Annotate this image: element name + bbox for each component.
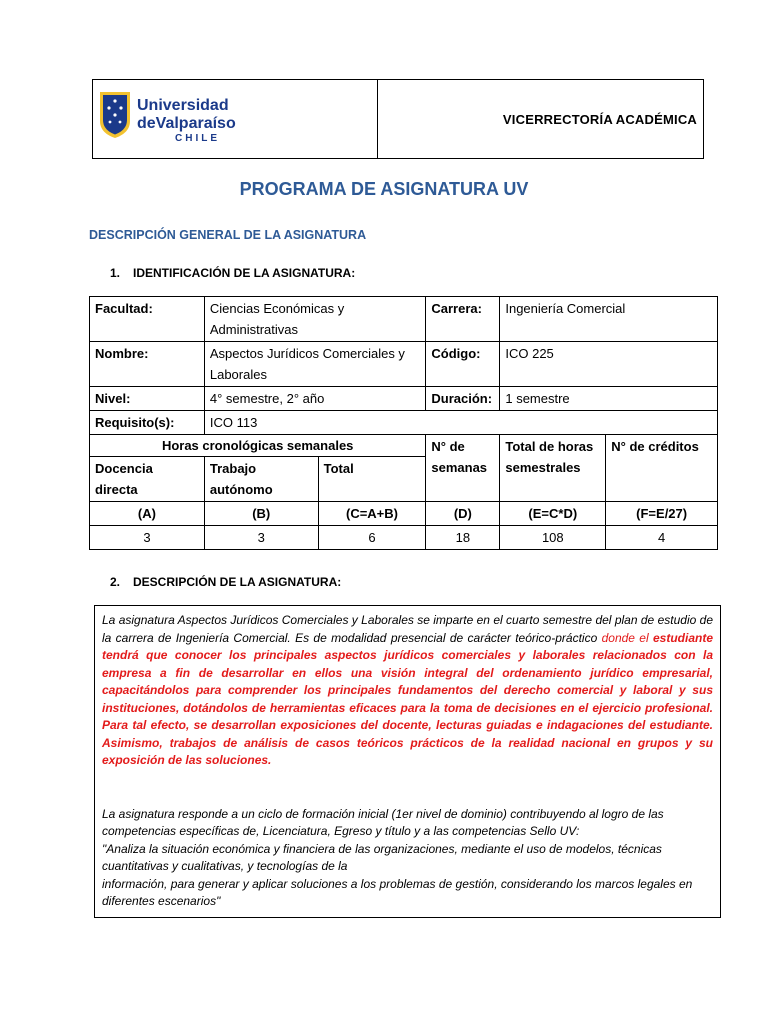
formula-cell: (E=C*D) xyxy=(500,502,606,526)
description-paragraph-2 xyxy=(102,806,713,911)
facultad-value: Ciencias Económicas y Administrativas xyxy=(204,297,426,342)
codigo-value: ICO 225 xyxy=(500,342,718,387)
nivel-value: 4° semestre, 2° año xyxy=(204,387,426,411)
duracion-value: 1 semestre xyxy=(500,387,718,411)
section-heading: DESCRIPCIÓN GENERAL DE LA ASIGNATURA xyxy=(89,228,367,242)
value-cell: 18 xyxy=(426,526,500,550)
docencia-header: Docencia directa xyxy=(90,457,205,502)
requisito-value: ICO 113 xyxy=(204,411,717,435)
formula-cell: (D) xyxy=(426,502,500,526)
section-1-number: 1. xyxy=(110,266,121,280)
table-row xyxy=(90,387,718,411)
value-cell: 108 xyxy=(500,526,606,550)
logo-line-1: Universidad xyxy=(137,97,229,114)
total-header: Total xyxy=(318,457,426,502)
description-paragraph-1 xyxy=(102,612,713,770)
formula-cell: (F=E/27) xyxy=(606,502,718,526)
nombre-label: Nombre: xyxy=(90,342,205,387)
document-header xyxy=(92,79,704,159)
section-2-title: DESCRIPCIÓN DE LA ASIGNATURA: xyxy=(133,575,342,589)
value-cell: 4 xyxy=(606,526,718,550)
description-intro: La asignatura Aspectos Jurídicos Comerciales y Laborales se imparte en el cuarto semestre del plan de estudio de la carrera de Ingeniería Comercial. Es de modalidad presencial de carácter teórico-práctico xyxy=(102,613,713,645)
table-row xyxy=(90,435,718,457)
requisito-label: Requisito(s): xyxy=(90,411,205,435)
office-cell xyxy=(378,80,703,158)
description-highlight: estudiante tendrá que conocer los principales aspectos jurídicos comerciales y laborales relacionados con la empresa a fin de desarrollar en ellos una visión integral del ordenamiento jurídico empresarial, capacitándolos para comprender los principales fundamentos del derecho comercial y laboral y sus instituciones, dotándolos de herramientas eficaces para la toma de decisiones en el ejercicio profesional. Para tal efecto, se desarrollan exposiciones del docente, lecturas guiadas e indagaciones del estudiante. Asimismo, trabajos de análisis de casos teóricos prácticos de la realidad nacional en grupos y su exposición de las soluciones. xyxy=(102,630,713,767)
competencies-intro: La asignatura responde a un ciclo de formación inicial (1er nivel de dominio) contribuyendo al logro de las competencias específicas de, Licenciatura, Egreso y título y a las competencias Sello UV: xyxy=(102,806,664,838)
description-red-text: donde el xyxy=(601,630,653,645)
university-logo xyxy=(137,97,236,145)
table-row xyxy=(90,297,718,342)
value-cell: 3 xyxy=(90,526,205,550)
semanas-header: N° de semanas xyxy=(426,435,500,502)
duracion-label: Duración: xyxy=(426,387,500,411)
table-row xyxy=(90,526,718,550)
description-box xyxy=(94,605,721,918)
formula-cell: (C=A+B) xyxy=(318,502,426,526)
section-1-title: IDENTIFICACIÓN DE LA ASIGNATURA: xyxy=(133,266,356,280)
trabajo-header: Trabajo autónomo xyxy=(204,457,318,502)
carrera-label: Carrera: xyxy=(426,297,500,342)
table-row xyxy=(90,502,718,526)
logo-line-3: CHILE xyxy=(175,133,220,144)
creditos-header: N° de créditos xyxy=(606,435,718,502)
formula-cell: (B) xyxy=(204,502,318,526)
table-row xyxy=(90,342,718,387)
value-cell: 3 xyxy=(204,526,318,550)
nombre-value: Aspectos Jurídicos Comerciales y Laborales xyxy=(204,342,426,387)
office-name: VICERRECTORÍA ACADÉMICA xyxy=(502,111,697,127)
university-shield-icon xyxy=(99,91,131,139)
codigo-label: Código: xyxy=(426,342,500,387)
competency-quote-1: "Analiza la situación económica y financiera de las organizaciones, mediante el uso de modelos, técnicas cuantitativas y cualitativas, y tecnologías de la xyxy=(102,841,662,873)
table-row xyxy=(90,411,718,435)
facultad-label: Facultad: xyxy=(90,297,205,342)
page-title: PROGRAMA DE ASIGNATURA UV xyxy=(239,179,529,199)
logo-line-2: deValparaíso xyxy=(137,115,236,132)
section-2-number: 2. xyxy=(110,575,121,589)
total-horas-header: Total de horas semestrales xyxy=(500,435,606,502)
logo-cell xyxy=(93,80,378,158)
horas-header: Horas cronológicas semanales xyxy=(90,435,426,457)
course-info-table xyxy=(89,296,718,550)
carrera-value: Ingeniería Comercial xyxy=(500,297,718,342)
formula-cell: (A) xyxy=(90,502,205,526)
nivel-label: Nivel: xyxy=(90,387,205,411)
competency-quote-2: información, para generar y aplicar soluciones a los problemas de gestión, considerando los marcos legales en diferentes escenarios" xyxy=(102,876,693,908)
value-cell: 6 xyxy=(318,526,426,550)
